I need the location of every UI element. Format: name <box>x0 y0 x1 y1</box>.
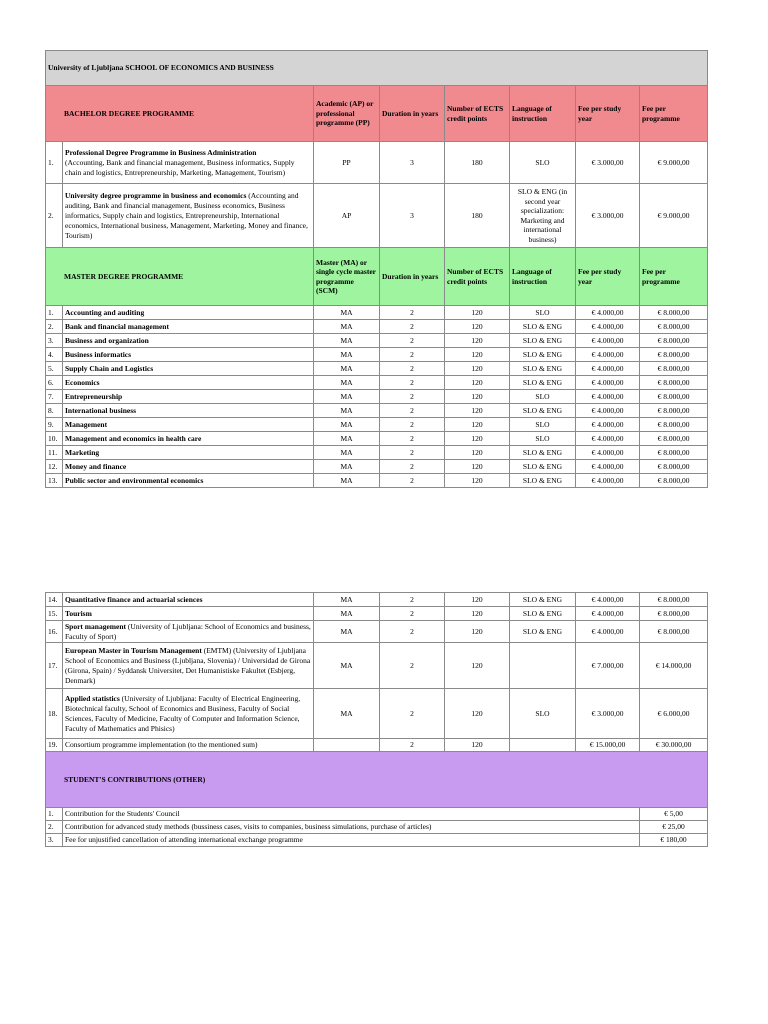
programme-name: Economics <box>63 376 314 390</box>
programme-desc: (EMTM) (University of Ljubljana School of Economics and Business (Ljubljana, Slovenia) / Universidad de Girona (Girona, Spain) / Syddansk Universitet, Det Humanistiske Fakultet (Esbjerg, Denmark) <box>65 645 311 685</box>
language-cell: SLO <box>510 689 576 739</box>
col-fee-programme-header: Fee per programme <box>640 248 708 306</box>
fee-programme-cell: € 8.000,00 <box>640 474 708 488</box>
row-number: 6. <box>46 376 63 390</box>
col-ects-header: Number of ECTS credit points <box>445 248 510 306</box>
duration-cell: 2 <box>380 348 445 362</box>
fee-programme-cell: € 8.000,00 <box>640 306 708 320</box>
table-row <box>46 184 708 248</box>
col-type-header: Master (MA) or single cycle master programme (SCM) <box>314 248 380 306</box>
contribution-amount: € 25,00 <box>640 821 708 834</box>
table-row <box>46 348 708 362</box>
programme-name: Money and finance <box>63 460 314 474</box>
language-cell <box>510 643 576 689</box>
fee-year-cell: € 4.000,00 <box>576 404 640 418</box>
duration-cell: 2 <box>380 432 445 446</box>
type-cell: MA <box>314 460 380 474</box>
table-row <box>46 739 708 752</box>
row-number: 15. <box>46 607 63 621</box>
contribution-desc: Contribution for advanced study methods (bussiness cases, visits to companies, business simulations, purchase of articles) <box>63 821 640 834</box>
table-row <box>46 376 708 390</box>
programme-cell <box>63 621 314 643</box>
fee-year-cell: € 4.000,00 <box>576 306 640 320</box>
duration-cell: 2 <box>380 404 445 418</box>
programme-name: Business and organization <box>63 334 314 348</box>
fee-year-cell: € 4.000,00 <box>576 320 640 334</box>
fee-year-cell: € 4.000,00 <box>576 446 640 460</box>
fee-year-cell: € 4.000,00 <box>576 432 640 446</box>
ects-cell: 120 <box>445 334 510 348</box>
type-cell: PP <box>314 142 380 184</box>
programme-cell <box>63 593 314 607</box>
fee-year-cell: € 4.000,00 <box>576 418 640 432</box>
table-row <box>46 390 708 404</box>
programme-name: Applied statistics <box>65 693 120 703</box>
programme-cell <box>63 689 314 739</box>
language-cell: SLO & ENG <box>510 460 576 474</box>
fee-programme-cell: € 8.000,00 <box>640 460 708 474</box>
fee-programme-cell: € 8.000,00 <box>640 376 708 390</box>
row-number: 1. <box>46 808 63 821</box>
fee-programme-cell: € 8.000,00 <box>640 348 708 362</box>
ects-cell: 120 <box>445 739 510 752</box>
language-cell: SLO & ENG <box>510 474 576 488</box>
duration-cell: 2 <box>380 376 445 390</box>
language-cell: SLO & ENG <box>510 607 576 621</box>
table-row <box>46 460 708 474</box>
contribution-amount: € 5,00 <box>640 808 708 821</box>
ects-cell: 120 <box>445 390 510 404</box>
fee-programme-cell: € 8.000,00 <box>640 362 708 376</box>
language-cell: SLO & ENG <box>510 376 576 390</box>
language-cell: SLO <box>510 432 576 446</box>
duration-cell: 3 <box>380 184 445 248</box>
table-row <box>46 607 708 621</box>
type-cell: MA <box>314 593 380 607</box>
fee-programme-cell: € 8.000,00 <box>640 593 708 607</box>
row-number: 11. <box>46 446 63 460</box>
col-ects-header: Number of ECTS credit points <box>445 86 510 142</box>
contribution-desc: Contribution for the Students' Council <box>63 808 640 821</box>
row-number: 3. <box>46 834 63 847</box>
ects-cell: 180 <box>445 142 510 184</box>
col-type-header: Academic (AP) or professional programme (PP) <box>314 86 380 142</box>
table-row <box>46 643 708 689</box>
type-cell: MA <box>314 320 380 334</box>
language-cell: SLO & ENG <box>510 334 576 348</box>
programme-name: European Master in Tourism Management <box>65 645 202 655</box>
table-row <box>46 593 708 607</box>
fee-programme-cell: € 9.000,00 <box>640 184 708 248</box>
ects-cell: 120 <box>445 607 510 621</box>
programme-name: Tourism <box>65 608 92 618</box>
fee-programme-cell: € 8.000,00 <box>640 446 708 460</box>
fee-year-cell: € 4.000,00 <box>576 593 640 607</box>
duration-cell: 2 <box>380 474 445 488</box>
duration-cell: 2 <box>380 446 445 460</box>
table-row <box>46 621 708 643</box>
fee-year-cell: € 7.000,00 <box>576 643 640 689</box>
page-title: University of Ljubljana SCHOOL OF ECONOMICS AND BUSINESS <box>46 51 708 86</box>
type-cell: MA <box>314 446 380 460</box>
programme-name: Sport management <box>65 621 127 631</box>
ects-cell: 120 <box>445 621 510 643</box>
duration-cell: 2 <box>380 306 445 320</box>
row-number: 9. <box>46 418 63 432</box>
programme-name: University degree programme in business and economics <box>65 190 247 200</box>
table-row <box>46 808 708 821</box>
programme-cell <box>63 184 314 248</box>
ects-cell: 120 <box>445 474 510 488</box>
language-cell: SLO & ENG (in second year specialization: Marketing and international business) <box>510 184 576 248</box>
fee-year-cell: € 4.000,00 <box>576 362 640 376</box>
table-row <box>46 446 708 460</box>
fee-year-cell: € 4.000,00 <box>576 376 640 390</box>
table-row <box>46 821 708 834</box>
type-cell: MA <box>314 348 380 362</box>
row-number: 14. <box>46 593 63 607</box>
language-cell: SLO & ENG <box>510 320 576 334</box>
fees-table-top <box>45 50 708 488</box>
table-row <box>46 432 708 446</box>
programme-desc: (University of Ljubljana: School of Economics and business, Faculty of Sport) <box>65 621 311 641</box>
language-cell: SLO & ENG <box>510 446 576 460</box>
fee-year-cell: € 4.000,00 <box>576 474 640 488</box>
ects-cell: 120 <box>445 432 510 446</box>
programme-cell <box>63 607 314 621</box>
row-number: 3. <box>46 334 63 348</box>
type-cell: MA <box>314 689 380 739</box>
row-number: 13. <box>46 474 63 488</box>
programme-name: Public sector and environmental economics <box>63 474 314 488</box>
fee-year-cell: € 15.000,00 <box>576 739 640 752</box>
type-cell: MA <box>314 390 380 404</box>
row-number: 19. <box>46 739 63 752</box>
bachelor-header-row <box>46 86 708 142</box>
programme-name: Marketing <box>63 446 314 460</box>
duration-cell: 2 <box>380 593 445 607</box>
contributions-header-row <box>46 752 708 808</box>
fee-programme-cell: € 30.000,00 <box>640 739 708 752</box>
master-section-title: MASTER DEGREE PROGRAMME <box>46 248 314 306</box>
fee-programme-cell: € 14.000,00 <box>640 643 708 689</box>
language-cell: SLO & ENG <box>510 621 576 643</box>
table-row <box>46 142 708 184</box>
programme-name: Supply Chain and Logistics <box>63 362 314 376</box>
programme-name: Business informatics <box>63 348 314 362</box>
language-cell: SLO <box>510 142 576 184</box>
col-fee-programme-header: Fee per programme <box>640 86 708 142</box>
fee-programme-cell: € 9.000,00 <box>640 142 708 184</box>
bachelor-section-title: BACHELOR DEGREE PROGRAMME <box>46 86 314 142</box>
row-number: 17. <box>46 643 63 689</box>
fee-year-cell: € 3.000,00 <box>576 184 640 248</box>
fee-year-cell: € 4.000,00 <box>576 621 640 643</box>
table-row <box>46 474 708 488</box>
duration-cell: 2 <box>380 418 445 432</box>
row-number: 5. <box>46 362 63 376</box>
fee-year-cell: € 4.000,00 <box>576 460 640 474</box>
table-row <box>46 306 708 320</box>
row-number: 1. <box>46 142 63 184</box>
duration-cell: 2 <box>380 621 445 643</box>
ects-cell: 120 <box>445 418 510 432</box>
type-cell: MA <box>314 306 380 320</box>
fee-programme-cell: € 8.000,00 <box>640 320 708 334</box>
type-cell: MA <box>314 376 380 390</box>
duration-cell: 2 <box>380 460 445 474</box>
type-cell: MA <box>314 474 380 488</box>
duration-cell: 3 <box>380 142 445 184</box>
programme-name: Consortium programme implementation (to the mentioned sum) <box>65 740 258 749</box>
type-cell: MA <box>314 432 380 446</box>
contribution-amount: € 180,00 <box>640 834 708 847</box>
fee-year-cell: € 3.000,00 <box>576 142 640 184</box>
fee-programme-cell: € 8.000,00 <box>640 418 708 432</box>
ects-cell: 120 <box>445 446 510 460</box>
type-cell: AP <box>314 184 380 248</box>
ects-cell: 120 <box>445 460 510 474</box>
language-cell: SLO & ENG <box>510 348 576 362</box>
programme-cell <box>63 643 314 689</box>
type-cell: MA <box>314 362 380 376</box>
row-number: 10. <box>46 432 63 446</box>
programme-name: Bank and financial management <box>63 320 314 334</box>
fee-programme-cell: € 8.000,00 <box>640 404 708 418</box>
fee-programme-cell: € 6.000,00 <box>640 689 708 739</box>
ects-cell: 120 <box>445 306 510 320</box>
contribution-desc: Fee for unjustified cancellation of attending international exchange programme <box>63 834 640 847</box>
table-row <box>46 834 708 847</box>
ects-cell: 120 <box>445 376 510 390</box>
ects-cell: 120 <box>445 689 510 739</box>
fee-year-cell: € 4.000,00 <box>576 348 640 362</box>
contributions-section-title: STUDENT'S CONTRIBUTIONS (OTHER) <box>46 752 708 808</box>
row-number: 12. <box>46 460 63 474</box>
type-cell: MA <box>314 607 380 621</box>
type-cell: MA <box>314 334 380 348</box>
row-number: 16. <box>46 621 63 643</box>
duration-cell: 2 <box>380 320 445 334</box>
row-number: 7. <box>46 390 63 404</box>
row-number: 2. <box>46 184 63 248</box>
language-cell: SLO & ENG <box>510 362 576 376</box>
ects-cell: 120 <box>445 362 510 376</box>
fee-programme-cell: € 8.000,00 <box>640 334 708 348</box>
language-cell: SLO <box>510 306 576 320</box>
table-row <box>46 404 708 418</box>
table-row <box>46 362 708 376</box>
ects-cell: 120 <box>445 643 510 689</box>
programme-name: Entrepreneurship <box>63 390 314 404</box>
duration-cell: 2 <box>380 390 445 404</box>
type-cell: MA <box>314 404 380 418</box>
duration-cell: 2 <box>380 334 445 348</box>
fees-table-bottom <box>45 592 708 847</box>
ects-cell: 120 <box>445 320 510 334</box>
fee-programme-cell: € 8.000,00 <box>640 621 708 643</box>
col-language-header: Language of instruction <box>510 248 576 306</box>
fee-year-cell: € 3.000,00 <box>576 689 640 739</box>
row-number: 18. <box>46 689 63 739</box>
programme-desc: (Accounting, Bank and financial management, Business informatics, Supply chain and logistics, Entrepreneurship, Marketing, Management, Tourism) <box>65 157 295 177</box>
col-duration-header: Duration in years <box>380 248 445 306</box>
language-cell: SLO <box>510 418 576 432</box>
duration-cell: 2 <box>380 739 445 752</box>
programme-desc: (Accounting and auditing, Bank and financial management, Business economics, Business informatics, Supply chain and logistics, Entrepreneurship, International economics, International business, Management, Marketing, Money and finance, Tourism) <box>65 190 308 240</box>
duration-cell: 2 <box>380 689 445 739</box>
language-cell <box>510 739 576 752</box>
ects-cell: 120 <box>445 404 510 418</box>
programme-cell <box>63 142 314 184</box>
table-row <box>46 334 708 348</box>
col-fee-year-header: Fee per study year <box>576 86 640 142</box>
fee-programme-cell: € 8.000,00 <box>640 432 708 446</box>
type-cell: MA <box>314 621 380 643</box>
programme-desc: (University of Ljubljana: Faculty of Electrical Engineering, Biotechnical faculty, School of Economics and Business, Faculty of Social Sciences, Faculty of Medicine, Faculty of Computer and Information Science, Faculty of Mathematics and Phisics) <box>65 693 301 733</box>
table-row <box>46 689 708 739</box>
row-number: 1. <box>46 306 63 320</box>
language-cell: SLO & ENG <box>510 404 576 418</box>
programme-name: Professional Degree Programme in Business Administration <box>65 147 257 157</box>
programme-cell <box>63 739 314 752</box>
duration-cell: 2 <box>380 643 445 689</box>
type-cell: MA <box>314 643 380 689</box>
fee-year-cell: € 4.000,00 <box>576 334 640 348</box>
duration-cell: 2 <box>380 607 445 621</box>
fee-year-cell: € 4.000,00 <box>576 607 640 621</box>
master-header-row <box>46 248 708 306</box>
col-language-header: Language of instruction <box>510 86 576 142</box>
duration-cell: 2 <box>380 362 445 376</box>
fee-year-cell: € 4.000,00 <box>576 390 640 404</box>
ects-cell: 180 <box>445 184 510 248</box>
programme-name: Accounting and auditing <box>63 306 314 320</box>
programme-name: International business <box>63 404 314 418</box>
language-cell: SLO <box>510 390 576 404</box>
col-duration-header: Duration in years <box>380 86 445 142</box>
row-number: 2. <box>46 821 63 834</box>
row-number: 2. <box>46 320 63 334</box>
table-row <box>46 320 708 334</box>
programme-name: Management <box>63 418 314 432</box>
programme-name: Management and economics in health care <box>63 432 314 446</box>
col-fee-year-header: Fee per study year <box>576 248 640 306</box>
type-cell: MA <box>314 418 380 432</box>
type-cell <box>314 739 380 752</box>
fee-programme-cell: € 8.000,00 <box>640 607 708 621</box>
row-number: 4. <box>46 348 63 362</box>
row-number: 8. <box>46 404 63 418</box>
table-row <box>46 418 708 432</box>
language-cell: SLO & ENG <box>510 593 576 607</box>
ects-cell: 120 <box>445 348 510 362</box>
programme-name: Quantitative finance and actuarial sciences <box>65 594 203 604</box>
ects-cell: 120 <box>445 593 510 607</box>
fee-programme-cell: € 8.000,00 <box>640 390 708 404</box>
